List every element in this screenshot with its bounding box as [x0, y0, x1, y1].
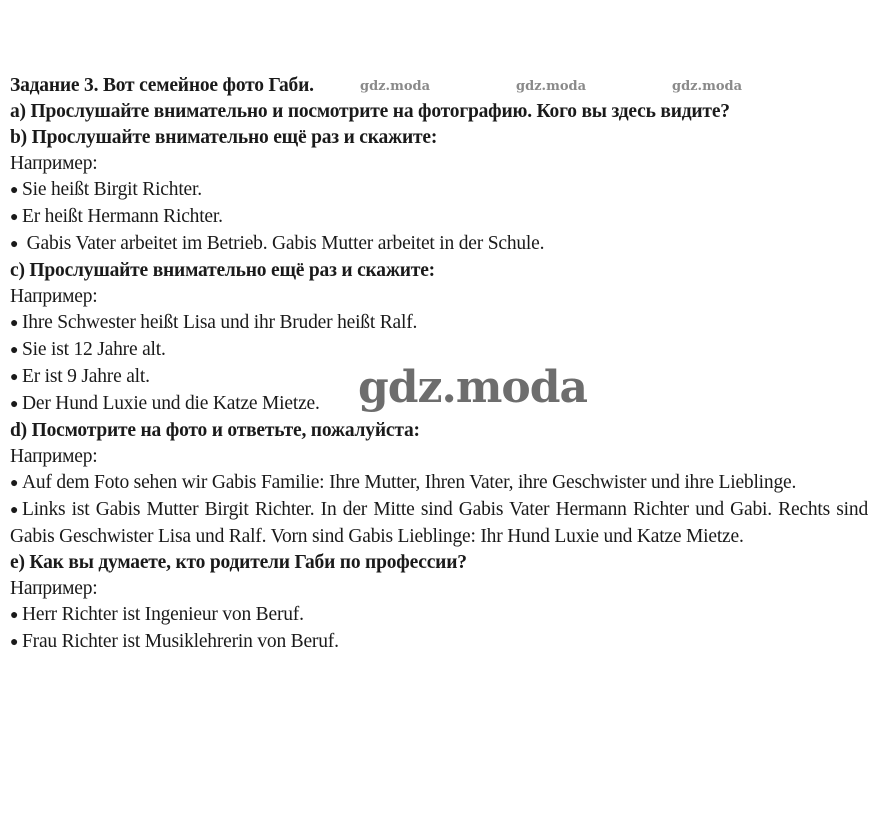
task-title: Задание 3. Вот семейное фото Габи. — [10, 75, 314, 96]
task-part-c: c) Прослушайте внимательно ещё раз и скажите: — [10, 260, 435, 281]
task-part-e: e) Как вы думаете, кто родители Габи по профессии? — [10, 552, 467, 573]
bullet-icon: ● — [10, 316, 19, 331]
bullet-icon: ● — [10, 503, 19, 518]
list-item — [10, 310, 868, 337]
list-item-text: Auf dem Foto sehen wir Gabis Familie: Ihre Mutter, Ihren Vater, ihre Geschwister und ihre Lieblinge. — [22, 472, 797, 493]
list-item-text: Herr Richter ist Ingenieur von Beruf. — [22, 604, 304, 625]
task-part-d: d) Посмотрите на фото и ответьте, пожалуйста: — [10, 420, 420, 441]
bullet-icon: ● — [10, 343, 19, 358]
list-item-text: Er heißt Hermann Richter. — [22, 206, 223, 227]
list-item — [10, 177, 868, 204]
example-label-b: Например: — [10, 153, 98, 174]
list-item — [10, 204, 868, 231]
bullet-icon: ● — [10, 608, 19, 623]
list-item — [10, 497, 868, 550]
list-item-text: Sie ist 12 Jahre alt. — [22, 339, 166, 360]
list-item — [10, 337, 868, 364]
bullet-icon: ● — [10, 370, 19, 385]
example-label-e: Например: — [10, 578, 98, 599]
list-item — [10, 470, 868, 497]
bullet-icon: ● — [10, 397, 19, 412]
bullet-icon: ● — [10, 476, 19, 491]
list-item — [10, 629, 868, 656]
list-item-text: Der Hund Luxie und die Katze Mietze. — [22, 393, 320, 414]
bullet-icon: ● — [10, 183, 19, 198]
list-item-text: Links ist Gabis Mutter Birgit Richter. In der Mitte sind Gabis Vater Hermann Richter und Gabi. Rechts sind Gabis Geschwister Lisa und Ralf. Vorn sind Gabis Lieblinge: Ihr Hund Luxie und Katze Mietze. — [10, 499, 868, 547]
bullet-icon: ● — [10, 237, 19, 252]
bullet-icon: ● — [10, 635, 19, 650]
task-part-a: a) Прослушайте внимательно и посмотрите на фотографию. Кого вы здесь видите? — [10, 101, 730, 122]
list-item-text: Gabis Vater arbeitet im Betrieb. Gabis Mutter arbeitet in der Schule. — [22, 233, 545, 254]
example-label-d: Например: — [10, 446, 98, 467]
task-part-b: b) Прослушайте внимательно ещё раз и скажите: — [10, 127, 438, 148]
list-item-text: Ihre Schwester heißt Lisa und ihr Bruder heißt Ralf. — [22, 312, 418, 333]
list-item — [10, 231, 868, 258]
watermark-small: gdz.moda — [672, 79, 743, 94]
example-label-c: Например: — [10, 286, 98, 307]
watermark-small: gdz.moda — [360, 79, 431, 94]
watermark-logo: gdz.moda — [358, 362, 588, 413]
list-item-text: Er ist 9 Jahre alt. — [22, 366, 150, 387]
list-item — [10, 602, 868, 629]
watermark-small: gdz.moda — [516, 79, 587, 94]
bullet-icon: ● — [10, 210, 19, 225]
list-item-text: Sie heißt Birgit Richter. — [22, 179, 202, 200]
list-item-text: Frau Richter ist Musiklehrerin von Beruf. — [22, 631, 339, 652]
